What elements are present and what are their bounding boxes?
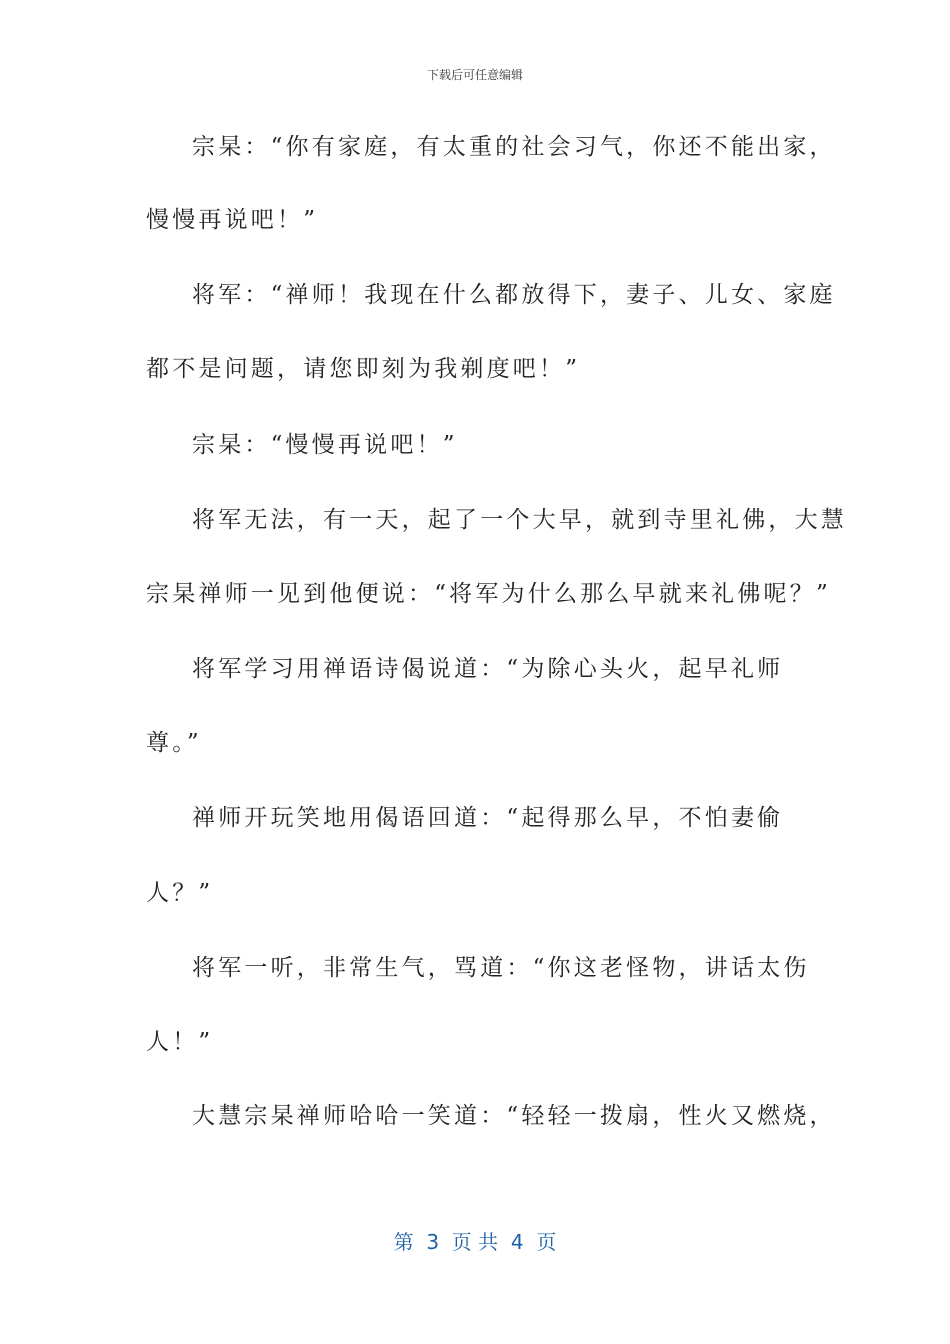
body-line: 宗杲：“你有家庭，有太重的社会习气，你还不能出家， xyxy=(192,134,836,160)
page-number-footer: 第 3 页 共 4 页 xyxy=(393,1230,557,1254)
body-line: 宗杲禅师一见到他便说：“将军为什么那么早就来礼佛呢？” xyxy=(146,581,831,607)
body-line: 禅师开玩笑地用偈语回道：“起得那么早，不怕妻偷 xyxy=(192,805,784,831)
body-line: 将军无法，有一天，起了一个大早，就到寺里礼佛，大慧 xyxy=(192,507,847,533)
body-line: 尊。” xyxy=(146,730,202,756)
body-line: 将军：“禅师！我现在什么都放得下，妻子、儿女、家庭 xyxy=(192,282,836,308)
body-line: 宗杲：“慢慢再说吧！” xyxy=(192,432,458,458)
body-line: 将军一听，非常生气，骂道：“你这老怪物，讲话太伤 xyxy=(192,955,810,981)
body-line: 大慧宗杲禅师哈哈一笑道：“轻轻一拨扇，性火又燃烧， xyxy=(192,1103,836,1129)
page-header: 下载后可任意编辑 xyxy=(426,68,523,82)
body-line: 人！” xyxy=(146,1029,214,1055)
body-line: 都不是问题，请您即刻为我剃度吧！” xyxy=(146,356,581,382)
body-line: 慢慢再说吧！” xyxy=(146,207,319,233)
body-line: 将军学习用禅语诗偈说道：“为除心头火，起早礼师 xyxy=(192,656,784,682)
body-line: 人？” xyxy=(146,880,214,906)
